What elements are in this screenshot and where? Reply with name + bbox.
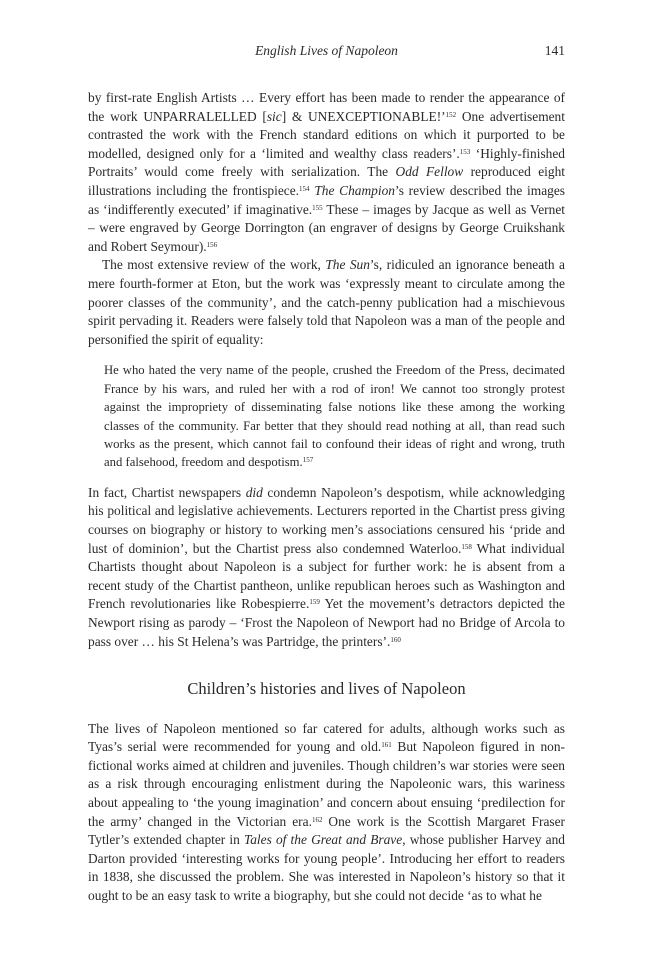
paragraph-1: by first-rate English Artists … Every effort has been made to render the appearance of the work UNPARRALELLED [sic] & UNEXCEPTIONABLE!’$^{152}$ One advertisement contrasted the work with the French standard editions on which it purported to be modelled, designed only for a ‘limited and wealthy class readers’.$^{153}$ ‘Highly-finished Portraits’ would come freely with serialization. The Odd Fellow reproduced eight illustrations including the frontispiece.$^{154}$ The Champion’s review described the images as ‘indifferently executed’ if imaginative.$^{155}$ These – images by Jacque as well as Vernet – were engraved by George Dorrington (an engraver of designs by George Cruikshank and Robert Seymour).$^{156}$ — [88, 90, 565, 254]
footnote-ref-153[interactable]: 153 — [459, 147, 471, 156]
body-text — [88, 89, 565, 906]
paragraph-2: The most extensive review of the work, The Sun’s, ridiculed an ignorance beneath a mere fourth-former at Eton, but the work was ‘expressly meant to circulate among the poorer classes of the community’, and the catch-penny publication had a mischievous spirit pervading it. Readers were falsely told that Napoleon was a man of the people and personified the spirit of equality: — [88, 257, 565, 347]
footnote-ref-160[interactable]: 160 — [390, 635, 401, 644]
paragraph-3: In fact, Chartist newspapers did condemn Napoleon’s despotism, while acknowledging his political and legislative achievements. Lecturers reported in the Chartist press giving courses on biography or history to working men’s associations censured his ‘pride and lust of dominion’, but the Chartist press also condemned Waterloo.$^{158}$ What individual Chartists thought about Napoleon is a subject for further work: he is absent from a recent study of the Chartist pantheon, unlike republican heroes such as Washington and French revolutionaries like Robespierre.$^{159}$ Yet the movement’s detractors depicted the Newport rising as parody – ‘Frost the Napoleon of Newport had no Bridge of Arcola to pass over … his St Helena’s was Partridge, the printers’.$^{160}$ — [88, 484, 565, 649]
footnote-ref-154[interactable]: 154 — [299, 184, 310, 193]
footnote-ref-156[interactable]: 156 — [206, 240, 218, 249]
footnote-ref-161[interactable]: 161 — [381, 741, 392, 750]
book-page — [88, 43, 565, 906]
running-head — [88, 43, 565, 65]
section-heading: Children’s histories and lives of Napoleon — [187, 679, 466, 699]
footnote-ref-155[interactable]: 155 — [312, 203, 323, 212]
footnote-ref-157[interactable]: 157 — [302, 456, 314, 465]
page-number: 141 — [544, 43, 565, 58]
footnote-ref-152[interactable]: 152 — [445, 110, 457, 119]
footnote-ref-158[interactable]: 158 — [461, 542, 472, 551]
block-quote: He who hated the very name of the people, crushed the Freedom of the Press, decimated France by his wars, and ruled her with a rod of iron! We cannot too strongly protest against the impropriety of disseminating false notions like these among the working classes of the community. Far better that they should read nothing at all, than read such works as the present, which cannot fail to confound their ideas of right and wrong, truth and falsehood, freedom and despotism.$^{157}$ — [104, 363, 565, 470]
footnote-ref-162[interactable]: 162 — [311, 815, 323, 824]
running-head-title: English Lives of Napoleon — [255, 43, 398, 58]
paragraph-4: The lives of Napoleon mentioned so far catered for adults, although works such as Tyas’s serial were recommended for young and old.$^{161}$ But Napoleon figured in non-fictional works aimed at children and juveniles. Though children’s war stories were seen as a risk through encouraging enlistment during the Napoleonic wars, this wariness about appealing to ‘the young imagination’ and concern about ensuing ‘predilection for the army’ changed in the Victorian era.$^{162}$ One work is the Scottish Margaret Fraser Tytler’s extended chapter in Tales of the Great and Brave, whose publisher Harvey and Darton provided ‘interesting works for young people’. Introducing her effort to readers in 1838, she discussed the problem. She was interested in Napoleon’s history so that it ought to be an easy task to write a biography, but she could not decide ‘as to what he — [88, 720, 566, 904]
footnote-ref-159[interactable]: 159 — [309, 598, 320, 607]
